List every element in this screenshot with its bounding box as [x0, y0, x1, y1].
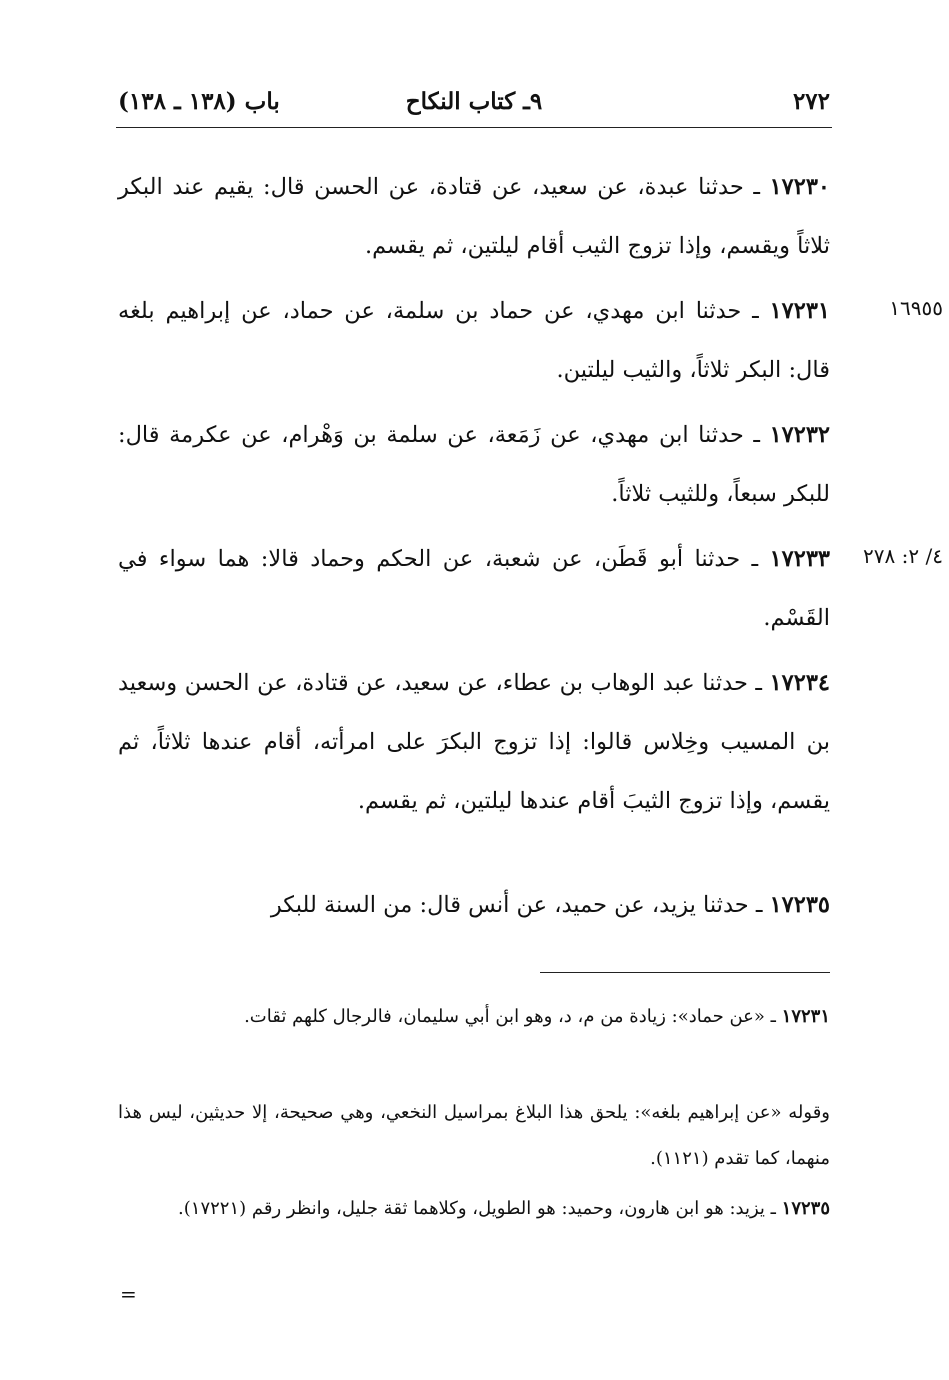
- hadith-number: ١٧٢٣٣: [769, 546, 830, 572]
- hadith-text: ـ حدثنا ابن مهدي، عن حماد بن سلمة، عن حماد، عن إبراهيم بلغه قال: البكر ثلاثاً، والثيب ليلتين.: [118, 298, 830, 383]
- footnote: [118, 994, 830, 1040]
- hadith-text: ـ حدثنا ابن مهدي، عن زَمَعة، عن سلمة بن وَهْرام، عن عكرمة قال: للبكر سبعاً، وللثيب ثلاثاً.: [118, 422, 830, 507]
- footnote-text: وقوله «عن إبراهيم بلغه»: يلحق هذا البلاغ بمراسيل النخعي، وهي صحيحة، إلا حديثين، ليس هذا منهما، كما تقدم (١١٢١).: [118, 1102, 830, 1169]
- chapter-title: باب (١٣٨ ـ ١٣٨): [118, 88, 280, 115]
- hadith-text: ـ حدثنا عبد الوهاب بن عطاء، عن سعيد، عن قتادة، عن الحسن وسعيد بن المسيب وخِلاس قالوا: إذا تزوج البكرَ على امرأته، أقام عندها ثلاثاً، ثم يقسم، وإذا تزوج الثيبَ أقام عندها ليلتين، ثم يقسم.: [118, 670, 830, 814]
- footnote-text: ـ «عن حماد»: زيادة من م، د، وهو ابن أبي سليمان، فالرجال كلهم ثقات.: [244, 1006, 782, 1027]
- hadith-number: ١٧٢٣٢: [769, 422, 830, 448]
- margin-reference: ١٦٩٥٥: [889, 296, 943, 320]
- hadith-number: ١٧٢٣٥: [769, 892, 830, 918]
- hadith-text: ـ حدثنا يزيد، عن حميد، عن أنس قال: من السنة للبكر: [270, 892, 770, 918]
- hadith-text: ـ حدثنا أبو قَطَن، عن شعبة، عن الحكم وحماد قالا: هما سواء في القَسْم.: [118, 546, 830, 631]
- header-rule: [116, 127, 832, 128]
- footnote: [118, 1186, 830, 1232]
- running-head: [118, 84, 830, 124]
- hadith-entry: [118, 530, 830, 648]
- continuation-mark: =: [120, 1282, 137, 1306]
- hadith-number: ١٧٢٣٠: [769, 174, 830, 200]
- hadith-number: ١٧٢٣٤: [769, 670, 830, 696]
- hadith-number: ١٧٢٣١: [769, 298, 830, 324]
- footnote-rule: [540, 972, 830, 973]
- footnote-number: ١٧٢٣١: [781, 1006, 830, 1027]
- hadith-entry: [118, 654, 830, 831]
- hadith-text: ـ حدثنا عبدة، عن سعيد، عن قتادة، عن الحسن قال: يقيم عند البكر ثلاثاً ويقسم، وإذا تزوج الثيب أقام ليلتين، ثم يقسم.: [118, 174, 830, 259]
- hadith-entry: [118, 282, 830, 400]
- footnote-number: ١٧٢٣٥: [781, 1198, 830, 1219]
- hadith-entry: [118, 876, 830, 935]
- hadith-entry: [118, 406, 830, 524]
- hadith-entry: [118, 158, 830, 276]
- page-number: ٢٧٢: [792, 88, 830, 115]
- footnote: [118, 1090, 830, 1182]
- footnote-text: ـ يزيد: هو ابن هارون، وحميد: هو الطويل، وكلاهما ثقة جليل، وانظر رقم (١٧٢٢١).: [178, 1198, 782, 1219]
- margin-reference: ٤/ ٢: ٢٧٨: [863, 544, 943, 568]
- book-title: ٩ـ كتاب النكاح: [405, 88, 543, 115]
